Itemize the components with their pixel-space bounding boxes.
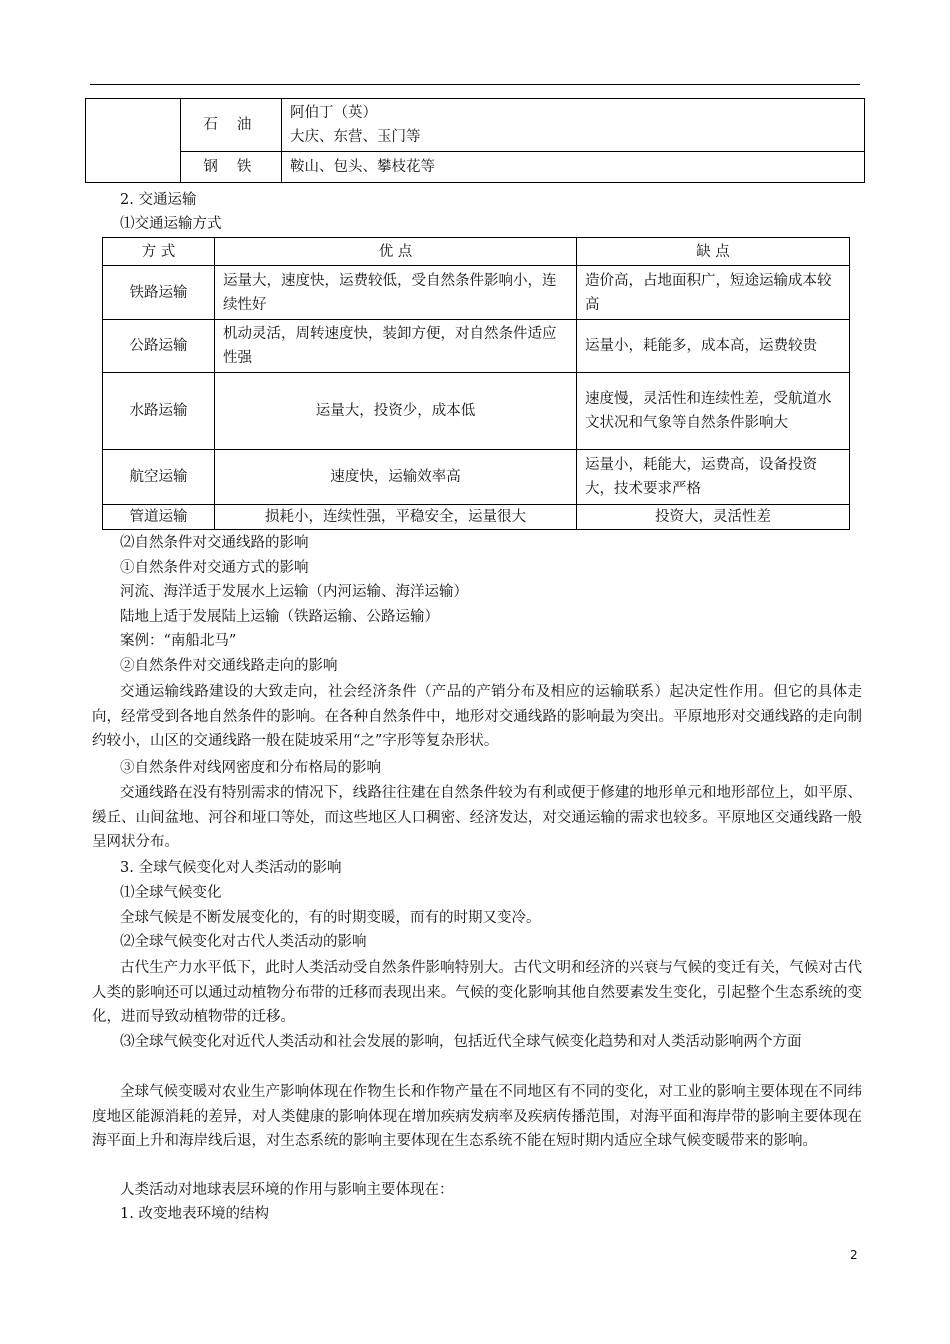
item-heading: ②自然条件对交通线路走向的影响 bbox=[120, 658, 338, 674]
mode-cell: 水路运输 bbox=[103, 373, 215, 450]
table-row bbox=[86, 99, 865, 152]
resource-places bbox=[282, 99, 865, 152]
mode-cell: 铁路运输 bbox=[103, 266, 215, 320]
subsection-heading: ⑵自然条件对交通线路的影响 bbox=[120, 535, 309, 551]
text-line: 人类活动对地球表层环境的作用与影响主要体现在： bbox=[120, 1182, 454, 1198]
resource-table bbox=[85, 98, 865, 183]
text-line: 1. 改变地表环境的结构 bbox=[120, 1206, 269, 1222]
resource-name: 钢 铁 bbox=[181, 152, 282, 183]
table-row bbox=[103, 266, 850, 320]
pro-cell: 损耗小，连续性强，平稳安全，运量很大 bbox=[215, 505, 577, 530]
table-row bbox=[103, 320, 850, 373]
section-heading: 2. 交通运输 bbox=[120, 192, 197, 208]
table-header-row bbox=[103, 238, 850, 266]
subsection-paragraph: ⑶全球气候变化对近代人类活动和社会发展的影响，包括近代全球气候变化趋势和对人类活动影响两个方面 bbox=[120, 1034, 802, 1050]
pro-cell: 速度快，运输效率高 bbox=[215, 450, 577, 505]
blank-cell bbox=[86, 99, 181, 183]
transport-table bbox=[102, 237, 850, 530]
subsection-heading: ⑴交通运输方式 bbox=[120, 216, 222, 232]
pro-cell: 运量大，速度快，运费较低，受自然条件影响小，连续性好 bbox=[215, 266, 577, 320]
mode-cell: 管道运输 bbox=[103, 505, 215, 530]
paragraph: 交通线路在没有特别需求的情况下，线路往往建在自然条件较为有利或便于修建的地形单元和地形部位上，如平原、缓丘、山间盆地、河谷和垭口等处，而这些地区人口稠密、经济发达，对交通运输的需求也较多。平原地区交通线路一般呈网状分布。 bbox=[92, 785, 862, 850]
subsection-heading: ⑵全球气候变化对古代人类活动的影响 bbox=[120, 934, 367, 950]
paragraph: 古代生产力水平低下，此时人类活动受自然条件影响特别大。古代文明和经济的兴衰与气候的变迁有关，气候对古代人类的影响还可以通过动植物分布带的迁移而表现出来。气候的变化影响其他自然要素发生变化，引起整个生态系统的变化，进而导致动植物带的迁移。 bbox=[92, 960, 862, 1025]
column-header: 优 点 bbox=[215, 238, 577, 266]
con-cell: 造价高，占地面积广，短途运输成本较高 bbox=[577, 266, 850, 320]
text-line: 陆地上适于发展陆上运输（铁路运输、公路运输） bbox=[120, 609, 439, 625]
con-cell: 速度慢，灵活性和连续性差，受航道水文状况和气象等自然条件影响大 bbox=[577, 373, 850, 450]
text-line: 案例：“南船北马” bbox=[120, 633, 237, 649]
con-cell: 投资大，灵活性差 bbox=[577, 505, 850, 530]
place-line: 阿伯丁（英） bbox=[290, 105, 377, 121]
table-row bbox=[103, 450, 850, 505]
text-line: 河流、海洋适于发展水上运输（内河运输、海洋运输） bbox=[120, 584, 468, 600]
column-header: 缺 点 bbox=[577, 238, 850, 266]
pro-cell: 机动灵活，周转速度快，装卸方便，对自然条件适应性强 bbox=[215, 320, 577, 373]
table-row bbox=[103, 373, 850, 450]
column-header: 方 式 bbox=[103, 238, 215, 266]
table-row bbox=[86, 152, 865, 183]
subsection-heading: ⑴全球气候变化 bbox=[120, 885, 222, 901]
place-line: 鞍山、包头、攀枝花等 bbox=[290, 159, 435, 175]
mode-cell: 公路运输 bbox=[103, 320, 215, 373]
pro-cell: 运量大，投资少，成本低 bbox=[215, 373, 577, 450]
paragraph: 交通运输线路建设的大致走向，社会经济条件（产品的产销分布及相应的运输联系）起决定性作用。但它的具体走向，经常受到各地自然条件的影响。在各种自然条件中，地形对交通线路的影响最为突出。平原地形对交通线路的走向制约较小，山区的交通线路一般在陡坡采用“之”字形等复杂形状。 bbox=[92, 684, 862, 749]
table-row bbox=[103, 505, 850, 530]
resource-places bbox=[282, 152, 865, 183]
resource-name: 石 油 bbox=[181, 99, 282, 152]
con-cell: 运量小，耗能多，成本高，运费较贵 bbox=[577, 320, 850, 373]
con-cell: 运量小，耗能大，运费高，设备投资大，技术要求严格 bbox=[577, 450, 850, 505]
text-line: 全球气候是不断发展变化的，有的时期变暖，而有的时期又变冷。 bbox=[120, 910, 541, 926]
header-rule bbox=[90, 84, 860, 85]
item-heading: ①自然条件对交通方式的影响 bbox=[120, 560, 309, 576]
paragraph: 全球气候变暖对农业生产影响体现在作物生长和作物产量在不同地区有不同的变化，对工业的影响主要体现在不同纬度地区能源消耗的差异，对人类健康的影响体现在增加疾病发病率及疾病传播范围，对海平面和海岸带的影响主要体现在海平面上升和海岸线后退，对生态系统的影响主要体现在生态系统不能在短时期内适应全球气候变暖带来的影响。 bbox=[92, 1084, 862, 1149]
place-line: 大庆、东营、玉门等 bbox=[290, 129, 421, 145]
item-heading: ③自然条件对线网密度和分布格局的影响 bbox=[120, 760, 381, 776]
mode-cell: 航空运输 bbox=[103, 450, 215, 505]
section-heading: 3. 全球气候变化对人类活动的影响 bbox=[120, 860, 342, 876]
page-number: 2 bbox=[850, 1248, 858, 1262]
